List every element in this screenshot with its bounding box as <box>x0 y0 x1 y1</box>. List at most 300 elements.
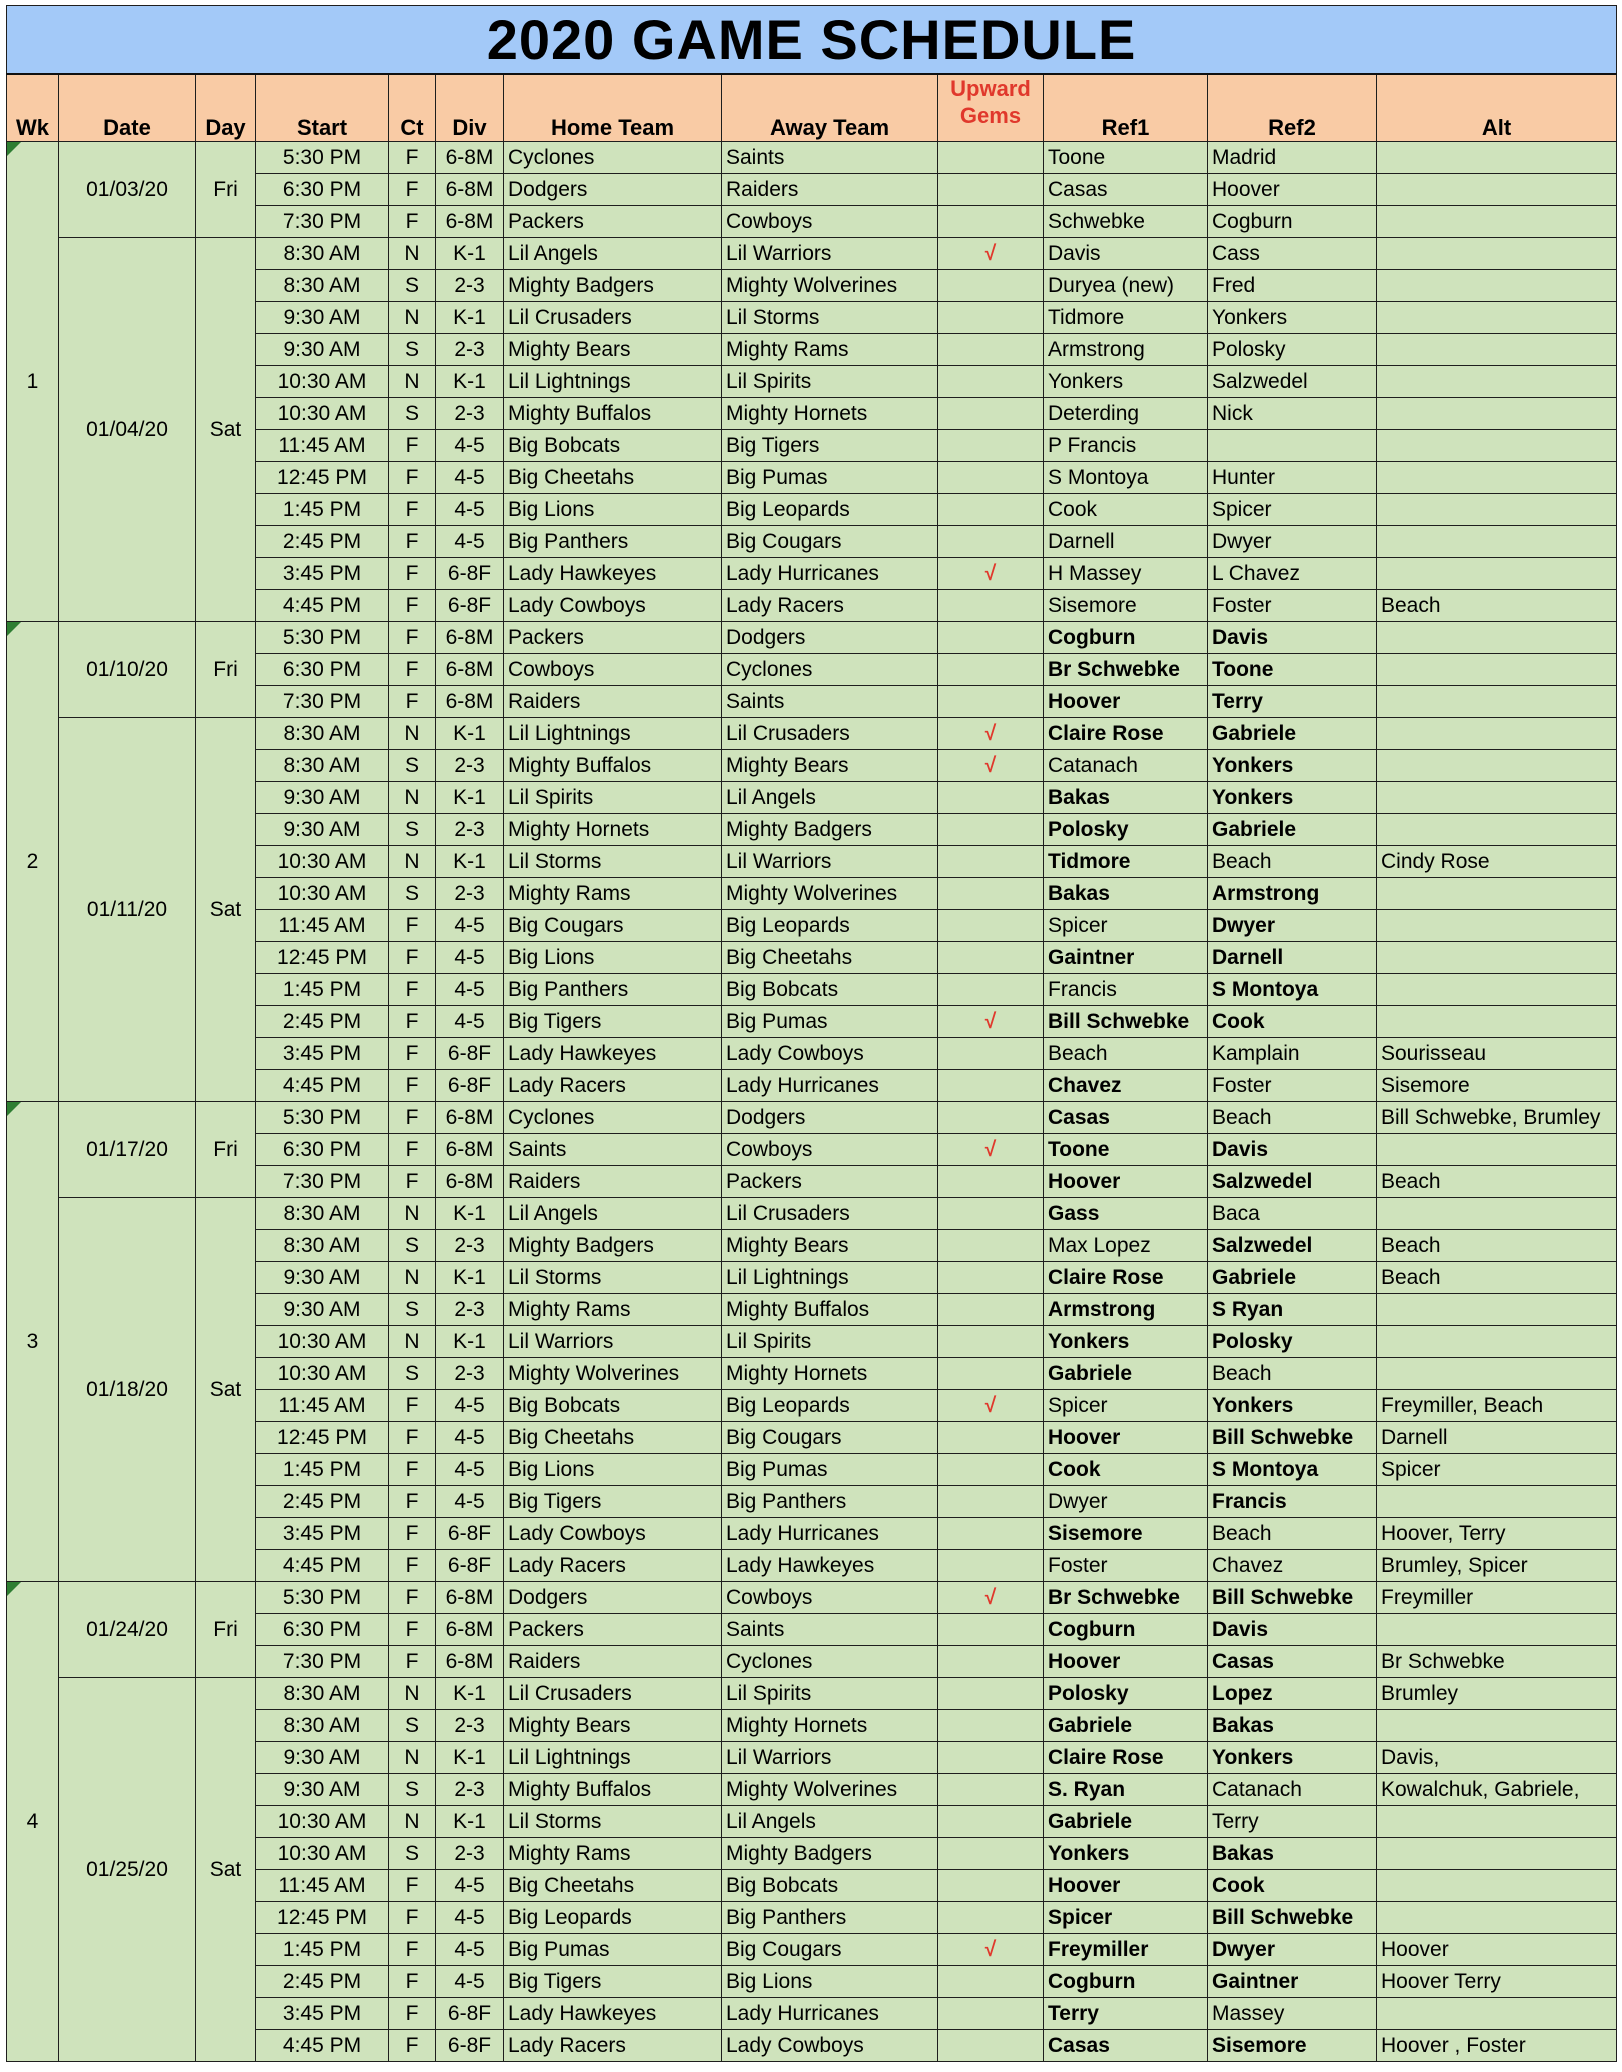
court-cell[interactable]: N <box>389 1198 436 1230</box>
court-cell[interactable]: N <box>389 238 436 270</box>
home-team-cell[interactable]: Lil Storms <box>504 1262 722 1294</box>
division-cell[interactable]: 4-5 <box>436 1454 504 1486</box>
division-cell[interactable]: K-1 <box>436 1326 504 1358</box>
away-team-cell[interactable]: Big Cougars <box>722 1934 938 1966</box>
ref2-cell[interactable]: Massey <box>1208 1998 1377 2030</box>
division-cell[interactable]: 6-8M <box>436 1582 504 1614</box>
alt-cell[interactable]: Sourisseau <box>1377 1038 1617 1070</box>
home-team-cell[interactable]: Lady Racers <box>504 1070 722 1102</box>
ref1-cell[interactable]: Casas <box>1044 174 1208 206</box>
upward-gems-cell[interactable]: √ <box>938 1134 1044 1166</box>
home-team-cell[interactable]: Dodgers <box>504 174 722 206</box>
home-team-cell[interactable]: Big Lions <box>504 1454 722 1486</box>
upward-gems-cell[interactable]: √ <box>938 558 1044 590</box>
alt-cell[interactable] <box>1377 398 1617 430</box>
ref2-cell[interactable]: Davis <box>1208 1134 1377 1166</box>
home-team-cell[interactable]: Cyclones <box>504 142 722 174</box>
ref2-cell[interactable]: Bill Schwebke <box>1208 1422 1377 1454</box>
home-team-cell[interactable]: Big Tigers <box>504 1006 722 1038</box>
away-team-cell[interactable]: Mighty Rams <box>722 334 938 366</box>
ref2-cell[interactable]: Dwyer <box>1208 526 1377 558</box>
court-cell[interactable]: S <box>389 1294 436 1326</box>
ref1-cell[interactable]: Spicer <box>1044 910 1208 942</box>
court-cell[interactable]: F <box>389 1070 436 1102</box>
ref2-cell[interactable]: Madrid <box>1208 142 1377 174</box>
away-team-cell[interactable]: Mighty Hornets <box>722 1710 938 1742</box>
home-team-cell[interactable]: Mighty Wolverines <box>504 1358 722 1390</box>
start-time-cell[interactable]: 8:30 AM <box>256 1198 389 1230</box>
ref1-cell[interactable]: Bakas <box>1044 878 1208 910</box>
ref2-cell[interactable]: Yonkers <box>1208 302 1377 334</box>
ref1-cell[interactable]: S. Ryan <box>1044 1774 1208 1806</box>
home-team-cell[interactable]: Lil Spirits <box>504 782 722 814</box>
ref1-cell[interactable]: Claire Rose <box>1044 1742 1208 1774</box>
court-cell[interactable]: F <box>389 942 436 974</box>
ref1-cell[interactable]: S Montoya <box>1044 462 1208 494</box>
away-team-cell[interactable]: Cowboys <box>722 1582 938 1614</box>
upward-gems-cell[interactable]: √ <box>938 238 1044 270</box>
ref1-cell[interactable]: Br Schwebke <box>1044 1582 1208 1614</box>
ref2-cell[interactable]: Chavez <box>1208 1550 1377 1582</box>
header-alt[interactable]: Alt <box>1377 74 1617 142</box>
ref1-cell[interactable]: Cogburn <box>1044 1966 1208 1998</box>
home-team-cell[interactable]: Lady Cowboys <box>504 1518 722 1550</box>
upward-gems-cell[interactable] <box>938 206 1044 238</box>
ref2-cell[interactable]: Cook <box>1208 1870 1377 1902</box>
away-team-cell[interactable]: Lil Spirits <box>722 366 938 398</box>
upward-gems-cell[interactable] <box>938 942 1044 974</box>
header-wk[interactable]: Wk <box>7 74 59 142</box>
home-team-cell[interactable]: Mighty Badgers <box>504 1230 722 1262</box>
home-team-cell[interactable]: Mighty Badgers <box>504 270 722 302</box>
alt-cell[interactable] <box>1377 1326 1617 1358</box>
day-cell[interactable]: Fri <box>196 142 256 238</box>
alt-cell[interactable]: Brumley, Spicer <box>1377 1550 1617 1582</box>
alt-cell[interactable]: Beach <box>1377 1262 1617 1294</box>
division-cell[interactable]: 4-5 <box>436 1006 504 1038</box>
alt-cell[interactable]: Freymiller <box>1377 1582 1617 1614</box>
date-cell[interactable]: 01/25/20 <box>59 1678 196 2062</box>
ref2-cell[interactable]: Beach <box>1208 846 1377 878</box>
start-time-cell[interactable]: 8:30 AM <box>256 1710 389 1742</box>
upward-gems-cell[interactable] <box>938 270 1044 302</box>
division-cell[interactable]: 2-3 <box>436 1230 504 1262</box>
ref1-cell[interactable]: Schwebke <box>1044 206 1208 238</box>
home-team-cell[interactable]: Lil Crusaders <box>504 1678 722 1710</box>
start-time-cell[interactable]: 3:45 PM <box>256 558 389 590</box>
court-cell[interactable]: F <box>389 1902 436 1934</box>
ref2-cell[interactable]: Dwyer <box>1208 1934 1377 1966</box>
upward-gems-cell[interactable] <box>938 1454 1044 1486</box>
court-cell[interactable]: F <box>389 494 436 526</box>
home-team-cell[interactable]: Dodgers <box>504 1582 722 1614</box>
ref1-cell[interactable]: Foster <box>1044 1550 1208 1582</box>
home-team-cell[interactable]: Big Cougars <box>504 910 722 942</box>
day-cell[interactable]: Sat <box>196 238 256 622</box>
ref2-cell[interactable]: Dwyer <box>1208 910 1377 942</box>
ref2-cell[interactable]: Polosky <box>1208 1326 1377 1358</box>
alt-cell[interactable] <box>1377 270 1617 302</box>
court-cell[interactable]: F <box>389 622 436 654</box>
ref1-cell[interactable]: Tidmore <box>1044 302 1208 334</box>
ref2-cell[interactable]: Baca <box>1208 1198 1377 1230</box>
home-team-cell[interactable]: Big Panthers <box>504 974 722 1006</box>
upward-gems-cell[interactable] <box>938 1166 1044 1198</box>
day-cell[interactable]: Sat <box>196 718 256 1102</box>
division-cell[interactable]: 4-5 <box>436 942 504 974</box>
upward-gems-cell[interactable] <box>938 1806 1044 1838</box>
division-cell[interactable]: 6-8M <box>436 654 504 686</box>
start-time-cell[interactable]: 8:30 AM <box>256 718 389 750</box>
ref1-cell[interactable]: Duryea (new) <box>1044 270 1208 302</box>
ref2-cell[interactable]: Cass <box>1208 238 1377 270</box>
away-team-cell[interactable]: Lil Warriors <box>722 238 938 270</box>
start-time-cell[interactable]: 10:30 AM <box>256 366 389 398</box>
court-cell[interactable]: F <box>389 2030 436 2062</box>
start-time-cell[interactable]: 8:30 AM <box>256 270 389 302</box>
court-cell[interactable]: F <box>389 142 436 174</box>
away-team-cell[interactable]: Lil Angels <box>722 782 938 814</box>
start-time-cell[interactable]: 10:30 AM <box>256 1806 389 1838</box>
header-ref2[interactable]: Ref2 <box>1208 74 1377 142</box>
alt-cell[interactable] <box>1377 1006 1617 1038</box>
court-cell[interactable]: F <box>389 590 436 622</box>
upward-gems-cell[interactable] <box>938 526 1044 558</box>
ref1-cell[interactable]: Dwyer <box>1044 1486 1208 1518</box>
away-team-cell[interactable]: Lil Crusaders <box>722 718 938 750</box>
home-team-cell[interactable]: Big Lions <box>504 942 722 974</box>
header-day[interactable]: Day <box>196 74 256 142</box>
start-time-cell[interactable]: 2:45 PM <box>256 1486 389 1518</box>
home-team-cell[interactable]: Mighty Bears <box>504 334 722 366</box>
ref2-cell[interactable]: Salzwedel <box>1208 1166 1377 1198</box>
ref2-cell[interactable]: Foster <box>1208 590 1377 622</box>
home-team-cell[interactable]: Big Leopards <box>504 1902 722 1934</box>
away-team-cell[interactable]: Big Pumas <box>722 1454 938 1486</box>
ref2-cell[interactable]: Davis <box>1208 622 1377 654</box>
alt-cell[interactable] <box>1377 462 1617 494</box>
away-team-cell[interactable]: Lady Hurricanes <box>722 1070 938 1102</box>
away-team-cell[interactable]: Saints <box>722 142 938 174</box>
away-team-cell[interactable]: Lady Hawkeyes <box>722 1550 938 1582</box>
start-time-cell[interactable]: 11:45 AM <box>256 910 389 942</box>
start-time-cell[interactable]: 10:30 AM <box>256 398 389 430</box>
division-cell[interactable]: 4-5 <box>436 1902 504 1934</box>
away-team-cell[interactable]: Packers <box>722 1166 938 1198</box>
upward-gems-cell[interactable] <box>938 1710 1044 1742</box>
start-time-cell[interactable]: 10:30 AM <box>256 878 389 910</box>
alt-cell[interactable]: Beach <box>1377 1166 1617 1198</box>
away-team-cell[interactable]: Mighty Bears <box>722 750 938 782</box>
alt-cell[interactable] <box>1377 1838 1617 1870</box>
division-cell[interactable]: K-1 <box>436 366 504 398</box>
start-time-cell[interactable]: 5:30 PM <box>256 1102 389 1134</box>
division-cell[interactable]: 6-8M <box>436 1102 504 1134</box>
court-cell[interactable]: F <box>389 558 436 590</box>
ref2-cell[interactable]: Polosky <box>1208 334 1377 366</box>
ref2-cell[interactable]: S Montoya <box>1208 1454 1377 1486</box>
alt-cell[interactable]: Beach <box>1377 1230 1617 1262</box>
court-cell[interactable]: F <box>389 1582 436 1614</box>
court-cell[interactable]: F <box>389 206 436 238</box>
alt-cell[interactable] <box>1377 334 1617 366</box>
start-time-cell[interactable]: 11:45 AM <box>256 430 389 462</box>
court-cell[interactable]: N <box>389 782 436 814</box>
ref1-cell[interactable]: Polosky <box>1044 814 1208 846</box>
court-cell[interactable]: F <box>389 1486 436 1518</box>
home-team-cell[interactable]: Big Lions <box>504 494 722 526</box>
upward-gems-cell[interactable] <box>938 1038 1044 1070</box>
week-number-cell[interactable]: 2 <box>7 622 59 1102</box>
court-cell[interactable]: F <box>389 1966 436 1998</box>
start-time-cell[interactable]: 9:30 AM <box>256 334 389 366</box>
alt-cell[interactable]: Freymiller, Beach <box>1377 1390 1617 1422</box>
away-team-cell[interactable]: Big Pumas <box>722 462 938 494</box>
court-cell[interactable]: F <box>389 1038 436 1070</box>
ref2-cell[interactable]: Gabriele <box>1208 814 1377 846</box>
alt-cell[interactable] <box>1377 718 1617 750</box>
start-time-cell[interactable]: 12:45 PM <box>256 1902 389 1934</box>
ref1-cell[interactable]: Hoover <box>1044 686 1208 718</box>
away-team-cell[interactable]: Dodgers <box>722 1102 938 1134</box>
home-team-cell[interactable]: Mighty Buffalos <box>504 750 722 782</box>
header-ref1[interactable]: Ref1 <box>1044 74 1208 142</box>
day-cell[interactable]: Fri <box>196 1102 256 1198</box>
ref1-cell[interactable]: Armstrong <box>1044 1294 1208 1326</box>
ref2-cell[interactable]: S Ryan <box>1208 1294 1377 1326</box>
court-cell[interactable]: S <box>389 270 436 302</box>
start-time-cell[interactable]: 4:45 PM <box>256 2030 389 2062</box>
away-team-cell[interactable]: Mighty Badgers <box>722 1838 938 1870</box>
upward-gems-cell[interactable] <box>938 1262 1044 1294</box>
header-date[interactable]: Date <box>59 74 196 142</box>
division-cell[interactable]: 6-8M <box>436 174 504 206</box>
ref1-cell[interactable]: Spicer <box>1044 1390 1208 1422</box>
away-team-cell[interactable]: Cowboys <box>722 1134 938 1166</box>
alt-cell[interactable] <box>1377 1294 1617 1326</box>
upward-gems-cell[interactable] <box>938 1230 1044 1262</box>
start-time-cell[interactable]: 7:30 PM <box>256 1646 389 1678</box>
court-cell[interactable]: F <box>389 1454 436 1486</box>
alt-cell[interactable] <box>1377 942 1617 974</box>
home-team-cell[interactable]: Cyclones <box>504 1102 722 1134</box>
division-cell[interactable]: 2-3 <box>436 814 504 846</box>
away-team-cell[interactable]: Big Cougars <box>722 1422 938 1454</box>
ref2-cell[interactable]: Hoover <box>1208 174 1377 206</box>
ref2-cell[interactable]: Gabriele <box>1208 718 1377 750</box>
home-team-cell[interactable]: Lady Racers <box>504 2030 722 2062</box>
start-time-cell[interactable]: 1:45 PM <box>256 974 389 1006</box>
start-time-cell[interactable]: 9:30 AM <box>256 1294 389 1326</box>
upward-gems-cell[interactable] <box>938 974 1044 1006</box>
away-team-cell[interactable]: Cowboys <box>722 206 938 238</box>
home-team-cell[interactable]: Big Bobcats <box>504 1390 722 1422</box>
home-team-cell[interactable]: Big Tigers <box>504 1486 722 1518</box>
court-cell[interactable]: N <box>389 1326 436 1358</box>
alt-cell[interactable] <box>1377 1614 1617 1646</box>
division-cell[interactable]: 6-8M <box>436 142 504 174</box>
away-team-cell[interactable]: Mighty Badgers <box>722 814 938 846</box>
alt-cell[interactable] <box>1377 142 1617 174</box>
start-time-cell[interactable]: 4:45 PM <box>256 590 389 622</box>
start-time-cell[interactable]: 9:30 AM <box>256 1742 389 1774</box>
home-team-cell[interactable]: Lil Warriors <box>504 1326 722 1358</box>
ref1-cell[interactable]: Yonkers <box>1044 366 1208 398</box>
ref1-cell[interactable]: Yonkers <box>1044 1838 1208 1870</box>
date-cell[interactable]: 01/03/20 <box>59 142 196 238</box>
ref2-cell[interactable]: Gabriele <box>1208 1262 1377 1294</box>
court-cell[interactable]: S <box>389 1710 436 1742</box>
away-team-cell[interactable]: Lady Cowboys <box>722 2030 938 2062</box>
ref2-cell[interactable]: Salzwedel <box>1208 366 1377 398</box>
division-cell[interactable]: K-1 <box>436 238 504 270</box>
division-cell[interactable]: 4-5 <box>436 430 504 462</box>
day-cell[interactable]: Sat <box>196 1198 256 1582</box>
home-team-cell[interactable]: Packers <box>504 206 722 238</box>
away-team-cell[interactable]: Big Lions <box>722 1966 938 1998</box>
away-team-cell[interactable]: Lil Spirits <box>722 1326 938 1358</box>
court-cell[interactable]: F <box>389 654 436 686</box>
week-number-cell[interactable]: 4 <box>7 1582 59 2062</box>
week-number-cell[interactable]: 3 <box>7 1102 59 1582</box>
upward-gems-cell[interactable] <box>938 1838 1044 1870</box>
start-time-cell[interactable]: 1:45 PM <box>256 494 389 526</box>
division-cell[interactable]: 4-5 <box>436 1934 504 1966</box>
court-cell[interactable]: F <box>389 1102 436 1134</box>
home-team-cell[interactable]: Mighty Rams <box>504 878 722 910</box>
start-time-cell[interactable]: 6:30 PM <box>256 1614 389 1646</box>
ref2-cell[interactable]: Bill Schwebke <box>1208 1582 1377 1614</box>
start-time-cell[interactable]: 8:30 AM <box>256 1678 389 1710</box>
ref1-cell[interactable]: Darnell <box>1044 526 1208 558</box>
upward-gems-cell[interactable] <box>938 334 1044 366</box>
alt-cell[interactable] <box>1377 1486 1617 1518</box>
court-cell[interactable]: F <box>389 1998 436 2030</box>
alt-cell[interactable]: Darnell <box>1377 1422 1617 1454</box>
ref2-cell[interactable]: Terry <box>1208 1806 1377 1838</box>
away-team-cell[interactable]: Mighty Wolverines <box>722 270 938 302</box>
alt-cell[interactable]: Davis, <box>1377 1742 1617 1774</box>
home-team-cell[interactable]: Big Pumas <box>504 1934 722 1966</box>
alt-cell[interactable] <box>1377 430 1617 462</box>
upward-gems-cell[interactable] <box>938 494 1044 526</box>
ref2-cell[interactable]: Yonkers <box>1208 1390 1377 1422</box>
court-cell[interactable]: S <box>389 1358 436 1390</box>
court-cell[interactable]: N <box>389 302 436 334</box>
ref1-cell[interactable]: Claire Rose <box>1044 1262 1208 1294</box>
start-time-cell[interactable]: 12:45 PM <box>256 1422 389 1454</box>
division-cell[interactable]: K-1 <box>436 1806 504 1838</box>
home-team-cell[interactable]: Lil Storms <box>504 1806 722 1838</box>
start-time-cell[interactable]: 9:30 AM <box>256 1774 389 1806</box>
alt-cell[interactable] <box>1377 910 1617 942</box>
ref1-cell[interactable]: Spicer <box>1044 1902 1208 1934</box>
home-team-cell[interactable]: Mighty Bears <box>504 1710 722 1742</box>
ref2-cell[interactable]: S Montoya <box>1208 974 1377 1006</box>
alt-cell[interactable]: Cindy Rose <box>1377 846 1617 878</box>
ref1-cell[interactable]: Max Lopez <box>1044 1230 1208 1262</box>
upward-gems-cell[interactable] <box>938 1198 1044 1230</box>
alt-cell[interactable]: Hoover Terry <box>1377 1966 1617 1998</box>
court-cell[interactable]: S <box>389 334 436 366</box>
upward-gems-cell[interactable] <box>938 1422 1044 1454</box>
away-team-cell[interactable]: Big Leopards <box>722 1390 938 1422</box>
upward-gems-cell[interactable]: √ <box>938 1582 1044 1614</box>
alt-cell[interactable]: Hoover, Terry <box>1377 1518 1617 1550</box>
division-cell[interactable]: 6-8M <box>436 1134 504 1166</box>
court-cell[interactable]: F <box>389 686 436 718</box>
ref1-cell[interactable]: Br Schwebke <box>1044 654 1208 686</box>
ref2-cell[interactable] <box>1208 430 1377 462</box>
division-cell[interactable]: 6-8M <box>436 1166 504 1198</box>
home-team-cell[interactable]: Mighty Buffalos <box>504 398 722 430</box>
upward-gems-cell[interactable] <box>938 1742 1044 1774</box>
home-team-cell[interactable]: Raiders <box>504 1166 722 1198</box>
header-div[interactable]: Div <box>436 74 504 142</box>
division-cell[interactable]: 2-3 <box>436 270 504 302</box>
upward-gems-cell[interactable] <box>938 1102 1044 1134</box>
alt-cell[interactable]: Hoover <box>1377 1934 1617 1966</box>
start-time-cell[interactable]: 6:30 PM <box>256 1134 389 1166</box>
date-cell[interactable]: 01/17/20 <box>59 1102 196 1198</box>
away-team-cell[interactable]: Saints <box>722 686 938 718</box>
court-cell[interactable]: N <box>389 718 436 750</box>
home-team-cell[interactable]: Lil Angels <box>504 1198 722 1230</box>
division-cell[interactable]: 4-5 <box>436 1422 504 1454</box>
alt-cell[interactable] <box>1377 302 1617 334</box>
ref2-cell[interactable]: Yonkers <box>1208 782 1377 814</box>
alt-cell[interactable]: Bill Schwebke, Brumley <box>1377 1102 1617 1134</box>
ref2-cell[interactable]: Spicer <box>1208 494 1377 526</box>
court-cell[interactable]: F <box>389 430 436 462</box>
alt-cell[interactable] <box>1377 1998 1617 2030</box>
home-team-cell[interactable]: Mighty Buffalos <box>504 1774 722 1806</box>
division-cell[interactable]: K-1 <box>436 718 504 750</box>
alt-cell[interactable] <box>1377 974 1617 1006</box>
court-cell[interactable]: F <box>389 1550 436 1582</box>
court-cell[interactable]: F <box>389 174 436 206</box>
home-team-cell[interactable]: Raiders <box>504 686 722 718</box>
start-time-cell[interactable]: 2:45 PM <box>256 526 389 558</box>
court-cell[interactable]: F <box>389 1614 436 1646</box>
start-time-cell[interactable]: 6:30 PM <box>256 174 389 206</box>
start-time-cell[interactable]: 6:30 PM <box>256 654 389 686</box>
home-team-cell[interactable]: Lil Lightnings <box>504 1742 722 1774</box>
alt-cell[interactable] <box>1377 1134 1617 1166</box>
ref1-cell[interactable]: Cogburn <box>1044 1614 1208 1646</box>
court-cell[interactable]: S <box>389 1774 436 1806</box>
away-team-cell[interactable]: Big Leopards <box>722 494 938 526</box>
start-time-cell[interactable]: 1:45 PM <box>256 1454 389 1486</box>
court-cell[interactable]: N <box>389 1806 436 1838</box>
date-cell[interactable]: 01/10/20 <box>59 622 196 718</box>
away-team-cell[interactable]: Lil Angels <box>722 1806 938 1838</box>
ref1-cell[interactable]: Polosky <box>1044 1678 1208 1710</box>
division-cell[interactable]: 6-8M <box>436 1646 504 1678</box>
court-cell[interactable]: F <box>389 462 436 494</box>
upward-gems-cell[interactable] <box>938 654 1044 686</box>
start-time-cell[interactable]: 10:30 AM <box>256 1326 389 1358</box>
start-time-cell[interactable]: 9:30 AM <box>256 814 389 846</box>
ref1-cell[interactable]: Casas <box>1044 1102 1208 1134</box>
home-team-cell[interactable]: Lady Racers <box>504 1550 722 1582</box>
ref1-cell[interactable]: Claire Rose <box>1044 718 1208 750</box>
ref1-cell[interactable]: Bill Schwebke <box>1044 1006 1208 1038</box>
division-cell[interactable]: 2-3 <box>436 1294 504 1326</box>
start-time-cell[interactable]: 12:45 PM <box>256 942 389 974</box>
court-cell[interactable]: F <box>389 1166 436 1198</box>
upward-gems-cell[interactable] <box>938 1070 1044 1102</box>
